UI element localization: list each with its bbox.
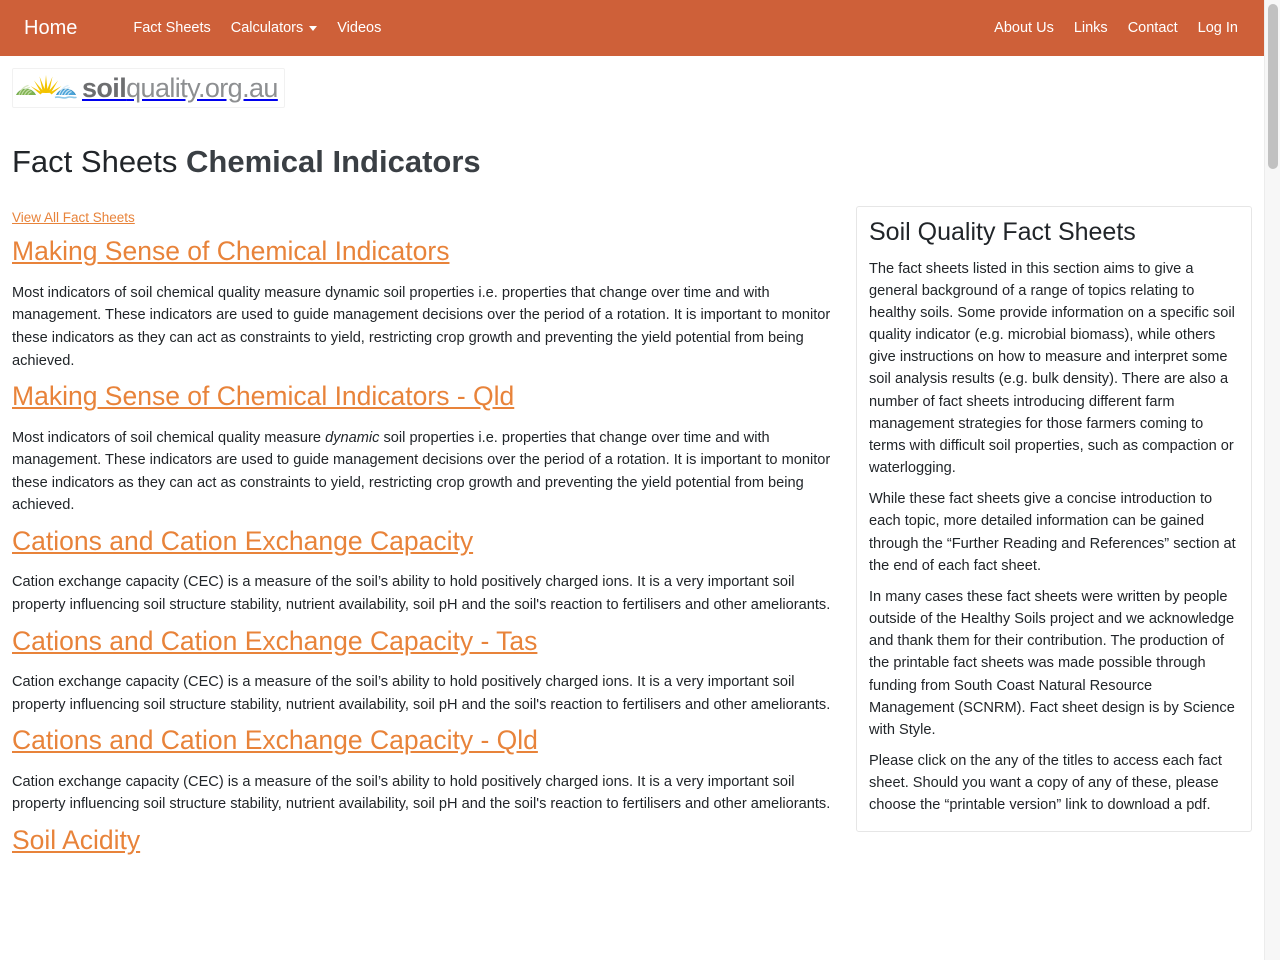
fact-sheet-link-cations-and-cation-exchange-capacity-tas[interactable]: Cations and Cation Exchange Capacity - Tas xyxy=(12,625,538,656)
chevron-down-icon xyxy=(309,26,317,31)
fact-sheet-summary: Cation exchange capacity (CEC) is a measure of the soil’s ability to hold positively charged ions. It is a very important soil property influencing soil structure stability, nutrient availability, soil pH and the soil's reaction to fertilisers and other ameliorants. xyxy=(12,773,831,813)
soil-quality-fact-sheets-card xyxy=(856,206,1252,831)
fact-sheet-summary xyxy=(12,427,844,517)
fact-sheet-summary: Most indicators of soil chemical quality measure dynamic soil properties i.e. properties that change over time and with management. These indicators are used to guide management decisions over the period of a rotation. It is important to monitor these indicators as they can act as constraints to yield, restricting crop growth and preventing the yield potential from being achieved. xyxy=(12,284,831,369)
nav-item-videos[interactable] xyxy=(327,20,391,36)
fact-sheet-title xyxy=(12,723,844,757)
fact-sheet-link-making-sense-of-chemical-indicators-qld[interactable]: Making Sense of Chemical Indicators - Qld xyxy=(12,381,515,412)
nav-item-about-us[interactable]: About Us xyxy=(994,20,1054,36)
summary-part-post: soil properties i.e. properties that change over time and with management. These indicators are used to guide management decisions over the period of a rotation. It is important to monitor these indicators as they can act as constraints to yield, restricting crop growth and preventing the yield potential from being achieved. xyxy=(12,429,831,514)
site-logo-wordmark-bold: soil xyxy=(82,72,127,103)
fact-sheet-link-cations-and-cation-exchange-capacity[interactable]: Cations and Cation Exchange Capacity xyxy=(12,526,474,557)
page-title xyxy=(0,137,1264,182)
nav-item-log-in[interactable]: Log In xyxy=(1197,20,1238,36)
nav-item-fact-sheets[interactable] xyxy=(123,20,220,36)
fact-sheet-title xyxy=(12,234,844,268)
content-row xyxy=(0,202,1264,857)
secondary-nav xyxy=(984,20,1248,36)
site-logo-wordmark-light: quality.org.au xyxy=(126,72,278,103)
nav-item-fact-sheets-label: Fact Sheets xyxy=(133,20,211,36)
fact-sheet-link-soil-acidity[interactable]: Soil Acidity xyxy=(12,825,141,855)
view-all-fact-sheets-link[interactable]: View All Fact Sheets xyxy=(12,210,135,226)
site-logo-link[interactable] xyxy=(12,68,285,108)
page-title-secondary: Chemical Indicators xyxy=(186,143,481,179)
fact-sheet-link-making-sense-of-chemical-indicators[interactable]: Making Sense of Chemical Indicators xyxy=(12,236,450,267)
soilquality-sun-logo-icon xyxy=(15,71,77,105)
sidebar-card-heading: Soil Quality Fact Sheets xyxy=(869,218,1136,247)
fact-sheet-summary: Cation exchange capacity (CEC) is a measure of the soil’s ability to hold positively charged ions. It is a very important soil property influencing soil structure stability, nutrient availability, soil pH and the soil's reaction to fertilisers and other ameliorants. xyxy=(12,574,831,614)
primary-nav xyxy=(123,20,391,36)
sidebar-card-paragraph: The fact sheets listed in this section aims to give a general background of a range of topics relating to healthy soils. Some provide information on a specific soil quality indicator (e.g. microbial biomass), while others give instructions on how to measure and interpret some soil analysis results (e.g. bulk density). There are also a number of fact sheets introducing different farm management strategies for those farmers coming to terms with difficult soil properties, such as compaction or waterlogging. xyxy=(869,260,1235,477)
nav-item-calculators-label: Calculators xyxy=(230,20,304,36)
page-title-primary: Fact Sheets xyxy=(12,143,178,179)
sidebar-card-paragraph: Please click on the any of the titles to access each fact sheet. Should you want a copy of any of these, please choose the “printable version” link to download a pdf. xyxy=(869,753,1222,814)
nav-item-videos-label: Videos xyxy=(337,20,382,36)
site-logo-wordmark xyxy=(82,72,278,103)
page-scrollbar[interactable] xyxy=(1264,0,1280,960)
nav-item-contact[interactable]: Contact xyxy=(1127,20,1178,36)
page-scrollbar-thumb[interactable] xyxy=(1268,4,1278,169)
fact-sheet-list-column xyxy=(12,202,844,857)
home-brand-link[interactable]: Home xyxy=(24,17,78,39)
summary-part-pre: Most indicators of soil chemical quality measure xyxy=(12,429,326,446)
nav-item-calculators[interactable] xyxy=(221,20,328,36)
fact-sheet-summary: Cation exchange capacity (CEC) is a measure of the soil’s ability to hold positively charged ions. It is a very important soil property influencing soil structure stability, nutrient availability, soil pH and the soil's reaction to fertilisers and other ameliorants. xyxy=(12,674,831,713)
nav-item-links[interactable]: Links xyxy=(1073,20,1108,36)
site-logo-area xyxy=(0,56,1264,116)
summary-emphasis: dynamic xyxy=(325,429,380,446)
fact-sheet-title xyxy=(12,823,844,857)
fact-sheet-link-cations-and-cation-exchange-capacity-qld[interactable]: Cations and Cation Exchange Capacity - Qld xyxy=(12,725,538,756)
sidebar-column xyxy=(856,202,1252,831)
fact-sheet-title xyxy=(12,624,844,658)
sidebar-card-paragraph: In many cases these fact sheets were written by people outside of the Healthy Soils project and we acknowledge and thank them for their contribution. The production of the printable fact sheets was made possible through funding from South Coast Natural Resource Management (SCNRM). Fact sheet design is by Science with Style. xyxy=(869,588,1235,738)
fact-sheet-title xyxy=(12,379,844,413)
sidebar-card-paragraph: While these fact sheets give a concise introduction to each topic, more detailed information can be gained through the “Further Reading and References” section at the end of each fact sheet. xyxy=(869,491,1236,574)
fact-sheet-title xyxy=(12,524,844,558)
main-navbar xyxy=(0,0,1264,56)
